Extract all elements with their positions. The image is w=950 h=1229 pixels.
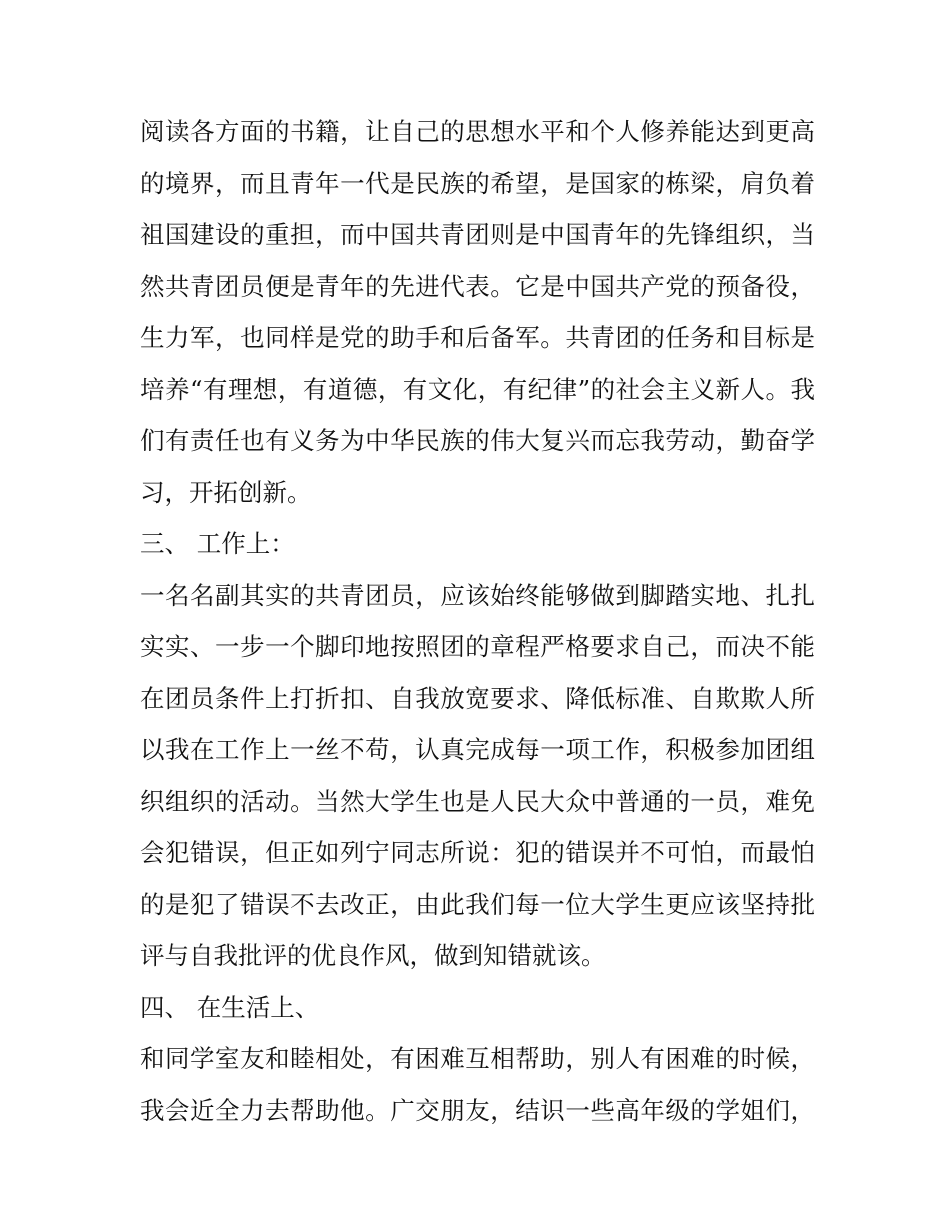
text-line: 生力军，也同样是党的助手和后备军。共青团的任务和目标是: [140, 323, 815, 352]
text-line: 以我在工作上一丝不苟，认真完成每一项工作，积极参加团组: [140, 735, 815, 764]
text-line: 我会近全力去帮助他。广交朋友，结识一些高年级的学姐们，: [140, 1095, 815, 1125]
text-line: 织组织的活动。当然大学生也是人民大众中普通的一员，难免: [140, 786, 815, 816]
text-line: 然共青团员便是青年的先进代表。它是中国共产党的预备役，: [140, 271, 815, 301]
text-line: 习，开拓创新。: [140, 477, 312, 507]
text-line: 会犯错误，但正如列宁同志所说：犯的错误并不可怕，而最怕: [140, 838, 815, 867]
text-line: 的境界，而且青年一代是民族的希望，是国家的栋梁，肩负着: [140, 168, 815, 198]
text-line: 培养“有理想，有道德，有文化，有纪律”的社会主义新人。我: [140, 374, 815, 404]
text-line: 的是犯了错误不去改正，由此我们每一位大学生更应该坚持批: [140, 889, 815, 919]
text-line: 四、 在生活上、: [140, 992, 320, 1022]
text-line: 和同学室友和睦相处，有困难互相帮助，别人有困难的时候，: [140, 1044, 815, 1073]
text-line: 们有责任也有义务为中华民族的伟大复兴而忘我劳动，勤奋学: [140, 426, 815, 455]
text-line: 实实、一步一个脚印地按照团的章程严格要求自己，而决不能: [140, 632, 815, 661]
body-text: [140, 106, 815, 1136]
text-line: 阅读各方面的书籍，让自己的思想水平和个人修养能达到更高: [140, 117, 815, 146]
text-line: 在团员条件上打折扣、自我放宽要求、降低标准、自欺欺人所: [140, 683, 815, 713]
text-line: 祖国建设的重担，而中国共青团则是中国青年的先锋组织，当: [140, 220, 815, 249]
text-line: 评与自我批评的优良作风，做到知错就该。: [140, 941, 606, 970]
text-line: 一名名副其实的共青团员，应该始终能够做到脚踏实地、扎扎: [140, 580, 815, 610]
text-line: 三、 工作上：: [140, 529, 295, 558]
